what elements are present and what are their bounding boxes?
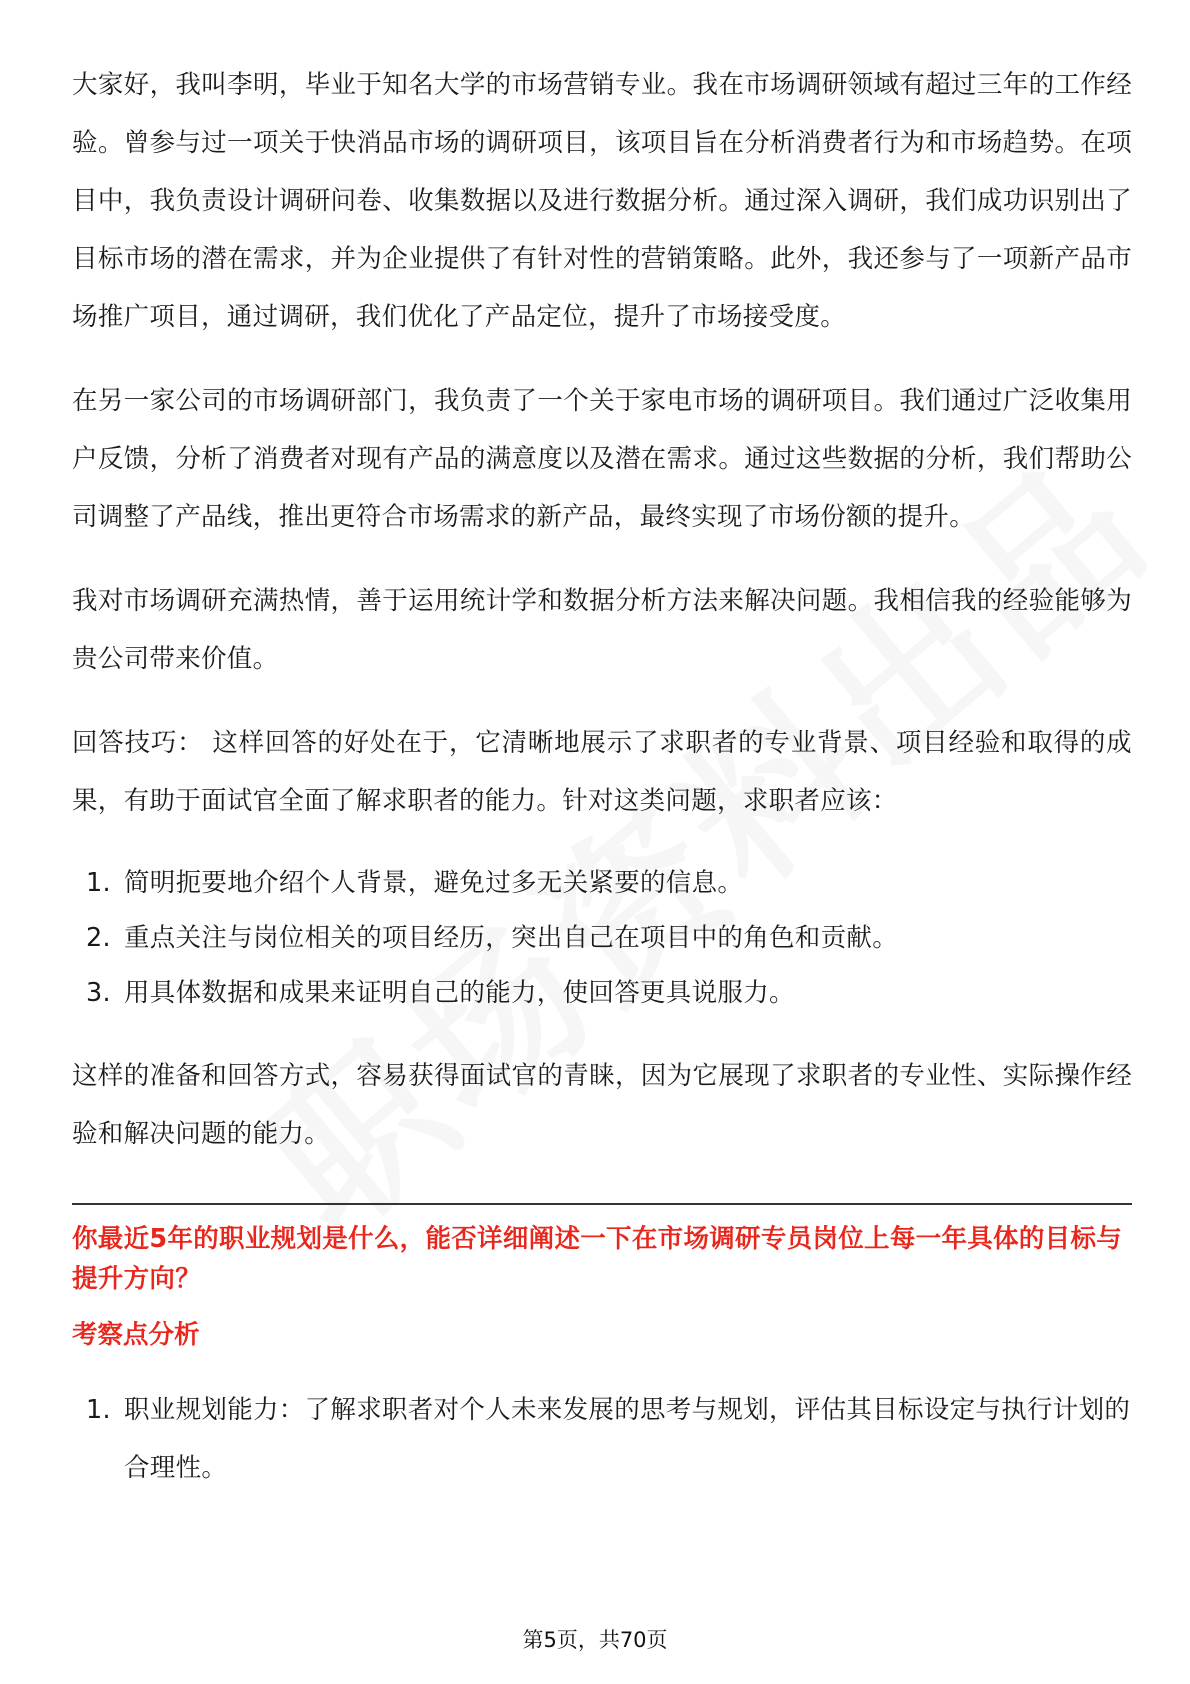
list-item [72,911,1132,966]
list-number: 3. [86,978,111,1008]
list-text: 用具体数据和成果来证明自己的能力，使回答更具说服力。 [124,978,795,1008]
paragraph-conclusion: 这样的准备和回答方式，容易获得面试官的青睐，因为它展现了求职者的专业性、实际操作经验和解决问题的能力。 [72,1061,1132,1149]
paragraph-answer-tips: 回答技巧： 这样回答的好处在于，它清晰地展示了求职者的专业背景、项目经验和取得的成果，有助于面试官全面了解求职者的能力。针对这类问题，求职者应该： [72,728,1132,816]
list-item [72,966,1132,1021]
tips-list [72,856,1132,1021]
list-text: 重点关注与岗位相关的项目经历，突出自己在项目中的角色和贡献。 [124,923,899,953]
page-number: 第5页，共70页 [522,1628,668,1652]
list-number: 1. [86,868,111,898]
paragraph-passion: 我对市场调研充满热情，善于运用统计学和数据分析方法来解决问题。我相信我的经验能够为贵公司带来价值。 [72,586,1132,674]
document-page [72,56,1132,1523]
paragraph-intro: 大家好，我叫李明，毕业于知名大学的市场营销专业。我在市场调研领域有超过三年的工作经验。曾参与过一项关于快消品市场的调研项目，该项目旨在分析消费者行为和市场趋势。在项目中，我负责设计调研问卷、收集数据以及进行数据分析。通过深入调研，我们成功识别出了目标市场的潜在需求，并为企业提供了有针对性的营销策略。此外，我还参与了一项新产品市场推广项目，通过调研，我们优化了产品定位，提升了市场接受度。 [72,70,1132,332]
list-text: 职业规划能力：了解求职者对个人未来发展的思考与规划，评估其目标设定与执行计划的合理性。 [124,1395,1131,1483]
list-text: 简明扼要地介绍个人背景，避免过多无关紧要的信息。 [124,868,744,898]
section-divider [72,1203,1132,1205]
interview-question: 你最近5年的职业规划是什么，能否详细阐述一下在市场调研专员岗位上每一年具体的目标与提升方向？ [72,1224,1123,1294]
list-item [72,856,1132,911]
paragraph-appliance-project: 在另一家公司的市场调研部门，我负责了一个关于家电市场的调研项目。我们通过广泛收集用户反馈，分析了消费者对现有产品的满意度以及潜在需求。通过这些数据的分析，我们帮助公司调整了产品线，推出更符合市场需求的新产品，最终实现了市场份额的提升。 [72,386,1132,532]
analysis-heading: 考察点分析 [72,1320,200,1350]
list-item [72,1381,1132,1497]
analysis-list [72,1381,1132,1497]
list-number: 1. [86,1395,111,1425]
list-number: 2. [86,923,111,953]
